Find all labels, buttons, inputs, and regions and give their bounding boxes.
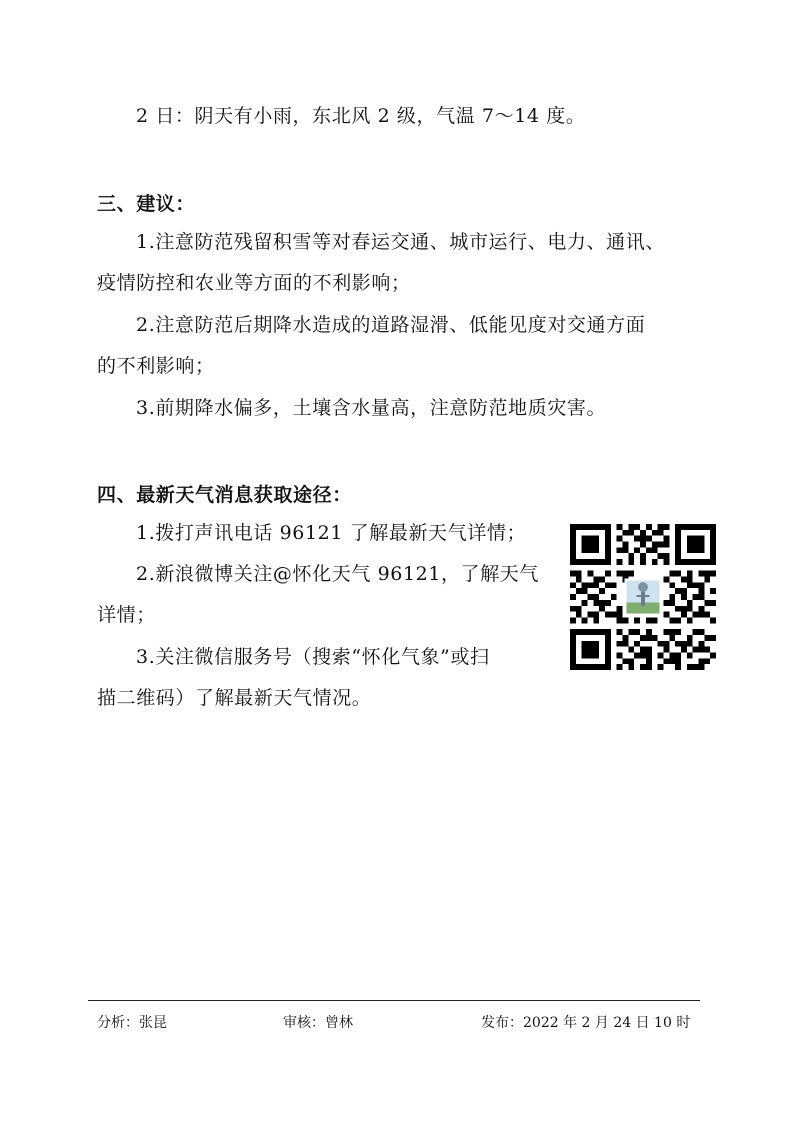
footer-published-time: 发布：2022 年 2 月 24 日 10 时 <box>481 1015 691 1031</box>
footer-reviewer: 审核：曾林 <box>283 1015 353 1031</box>
section3-heading: 三、建议： <box>97 193 196 215</box>
footer-analyst: 分析：张昆 <box>97 1015 167 1031</box>
channel-3-line1: 3.关注微信服务号（搜索“怀化气象”或扫 <box>136 646 490 668</box>
channel-1-line1: 1.拨打声讯电话 96121 了解最新天气详情； <box>136 522 527 544</box>
suggestion-3-line1: 3.前期降水偏多，土壤含水量高，注意防范地质灾害。 <box>136 397 607 419</box>
weather-tower-logo-icon <box>624 578 661 615</box>
forecast-day2: 2 日：阴天有小雨，东北风 2 级，气温 7～14 度。 <box>136 105 586 127</box>
channel-3-line2: 描二维码）了解最新天气情况。 <box>97 687 372 709</box>
wechat-qr-code-icon[interactable] <box>570 524 716 670</box>
channel-2-line1: 2.新浪微博关注@怀化天气 96121，了解天气 <box>136 563 540 585</box>
suggestion-1-line2: 疫情防控和农业等方面的不利影响； <box>97 272 411 294</box>
section4-heading: 四、最新天气消息获取途径： <box>97 484 352 506</box>
suggestion-2-line2: 的不利影响； <box>97 355 215 377</box>
suggestion-1-line1: 1.注意防范残留积雪等对春运交通、城市运行、电力、通讯、 <box>136 231 665 253</box>
footer-divider <box>88 1000 700 1001</box>
suggestion-2-line1: 2.注意防范后期降水造成的道路湿滑、低能见度对交通方面 <box>136 314 646 336</box>
channel-2-line2: 详情； <box>97 604 156 626</box>
